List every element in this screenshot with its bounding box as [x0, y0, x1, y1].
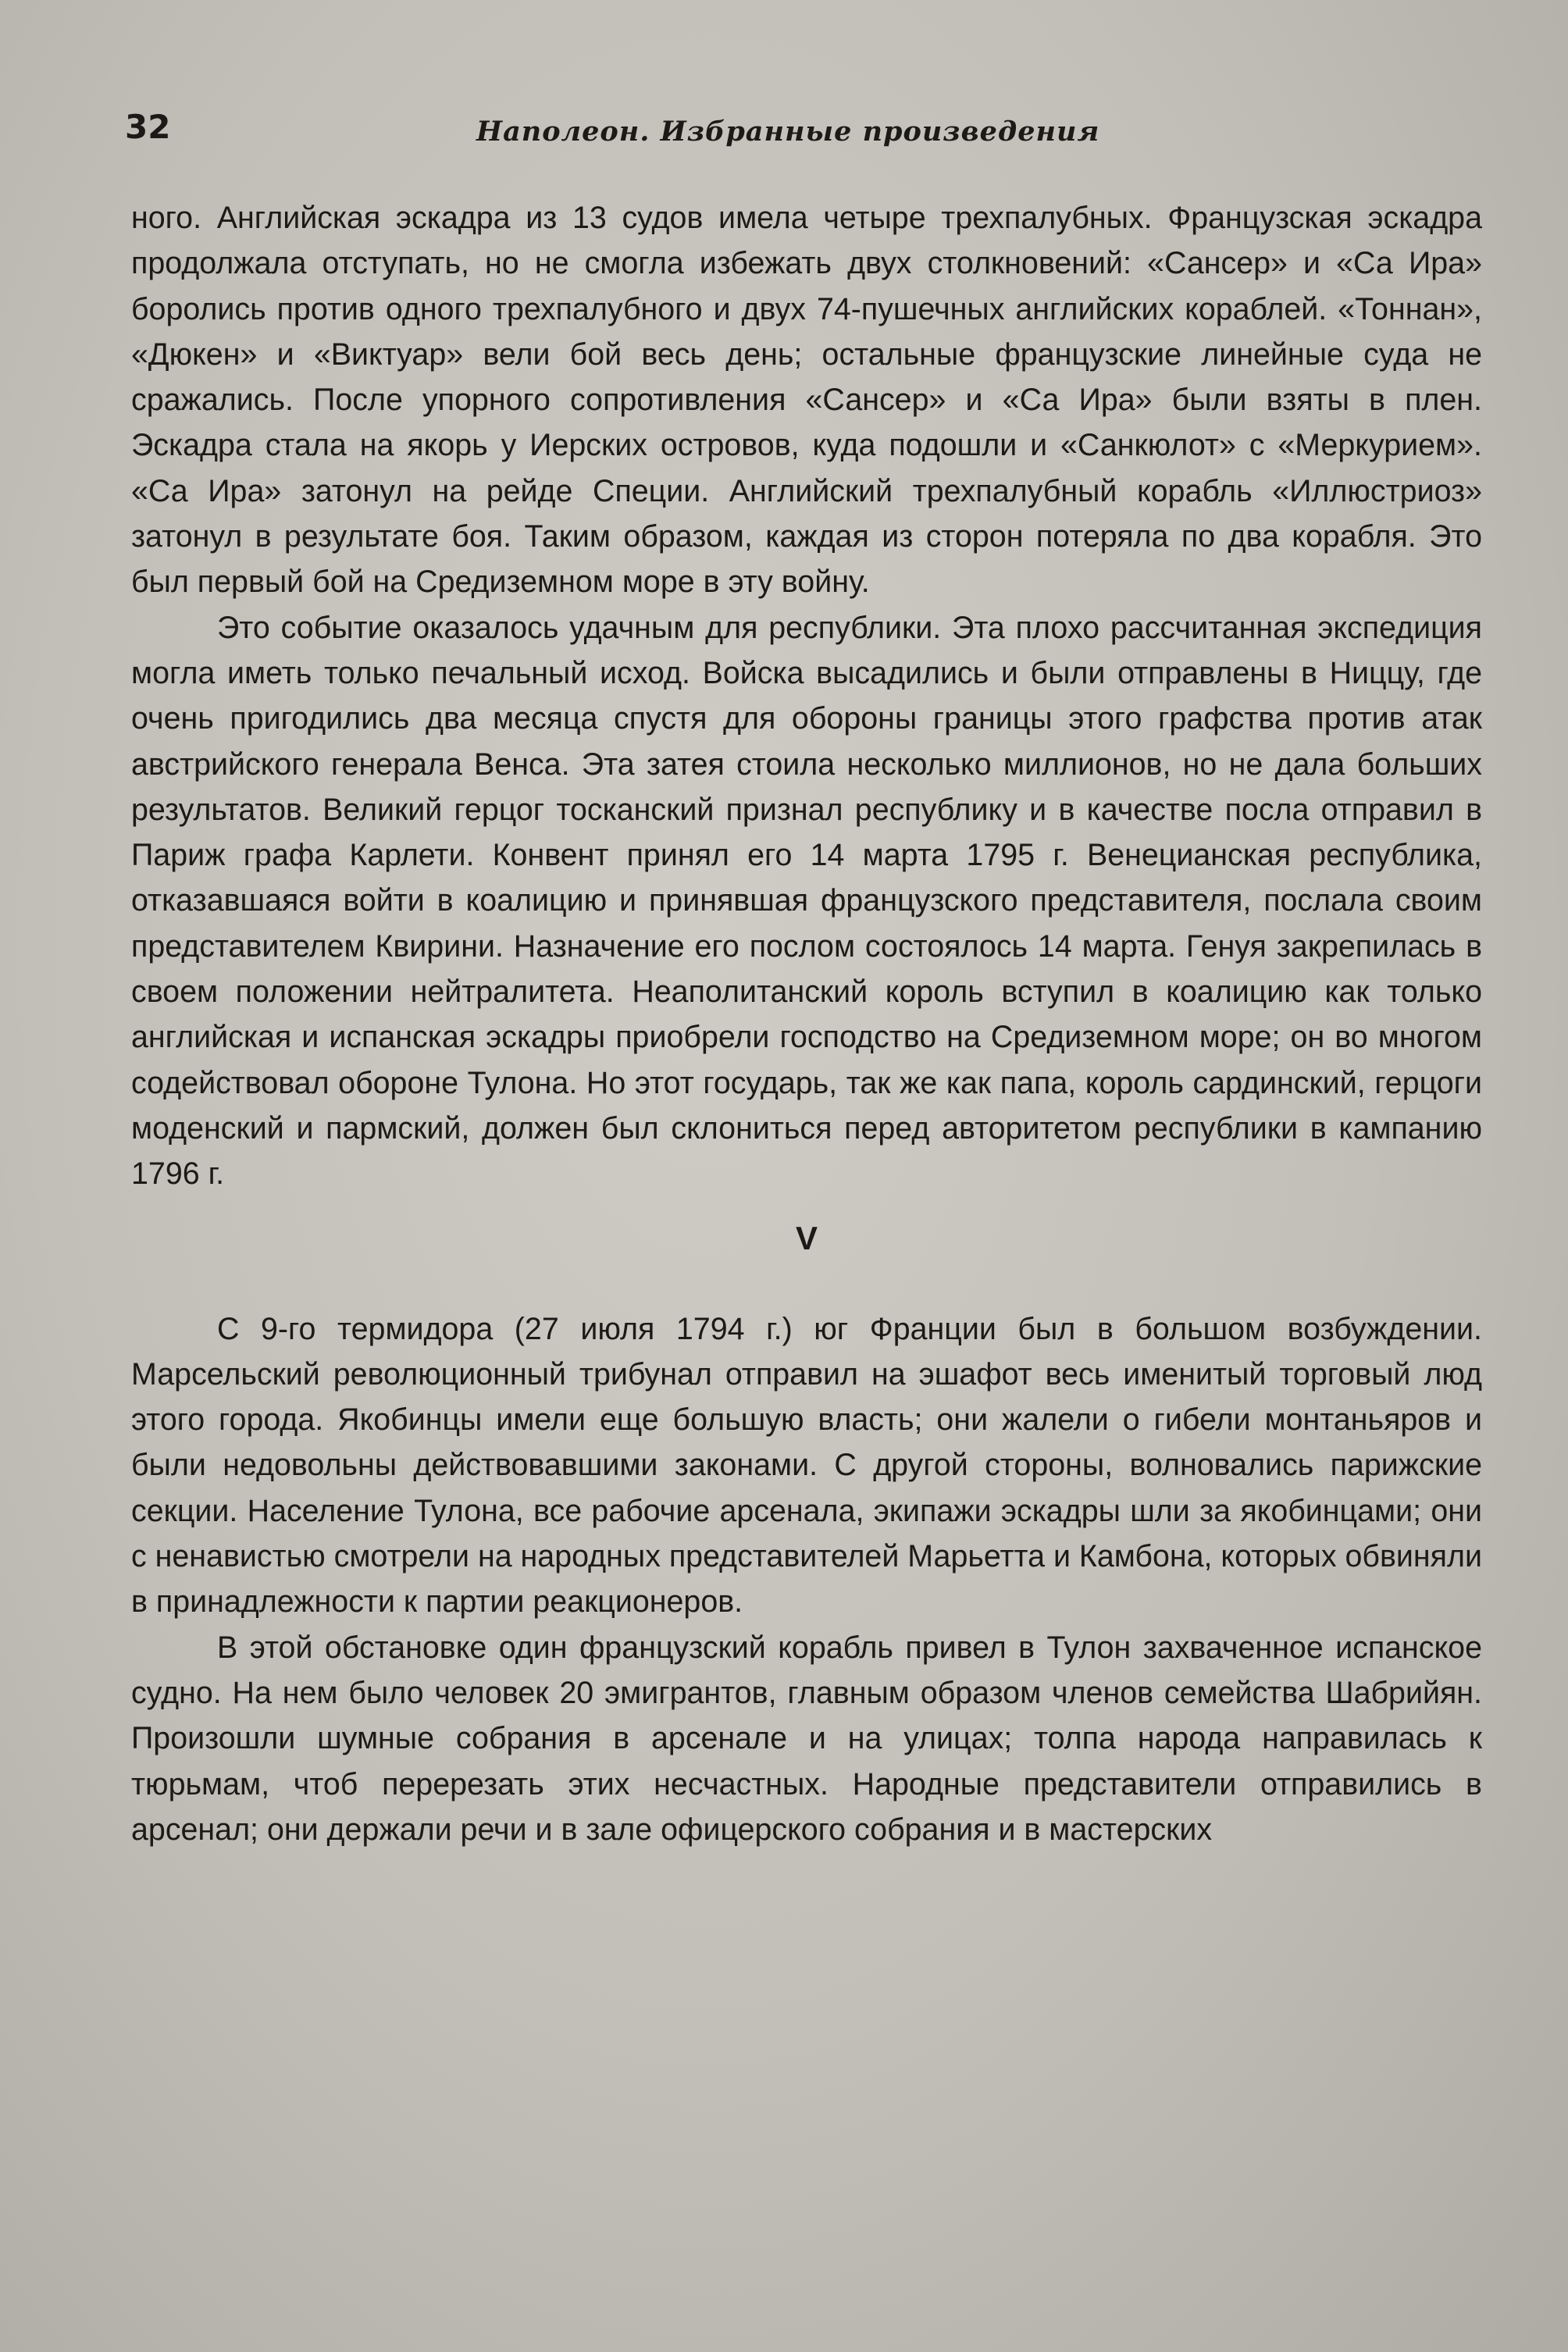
running-head	[125, 108, 1476, 155]
paragraph-continued: ного. Английская эскадра из 13 судов имела четыре трехпалубных. Французская эскадра продолжала отступать, но не смогла избежать двух столкновений: «Сансер» и «Са Ира» боролись против одного трехпалубного и двух 74-пушечных английских кораблей. «Тоннан», «Дюкен» и «Виктуар» вели бой весь день; остальные французские линейные суда не сражались. После упорного сопротивления «Сансер» и «Са Ира» были взяты в плен. Эскадра стала на якорь у Иерских островов, куда подошли и «Санкюлот» с «Меркурием». «Са Ира» затонул на рейде Специи. Английский трехпалубный корабль «Иллюстриоз» затонул в результате боя. Таким образом, каждая из сторон потеряла по два корабля. Это был первый бой на Средиземном море в эту войну.	[131, 201, 1482, 600]
section-heading: V	[795, 1219, 818, 1256]
page-number: 32	[125, 108, 171, 146]
running-head-title: Наполеон. Избранные произведения	[476, 116, 1100, 148]
paragraph: С 9-го термидора (27 июля 1794 г.) юг Франции был в большом возбуждении. Марсельский революционный трибунал отправил на эшафот весь именитый торговый люд этого города. Якобинцы имели еще большую власть; они жалели о гибели монтаньяров и были недовольны действовавшими законами. С другой стороны, волновались парижские секции. Население Тулона, все рабочие арсенала, экипажи эскадры шли за якобинцами; они с ненавистью смотрели на народных представителей Марьетта и Камбона, которых обвиняли в принадлежности к партии реакционеров.	[131, 1311, 1482, 1620]
paragraph: Это событие оказалось удачным для республики. Эта плохо рассчитанная экспедиция могла иметь только печальный исход. Войска высадились и были отправлены в Ниццу, где очень пригодились два месяца спустя для обороны границы этого графства против атак австрийского генерала Венса. Эта затея стоила несколько миллионов, но не дала больших результатов. Великий герцог тосканский признал республику и в качестве посла отправил в Париж графа Карлети. Конвент принял его 14 марта 1795 г. Венецианская республика, отказавшаяся войти в коалицию и принявшая французского представителя, послала своим представителем Квирини. Назначение его послом состоялось 14 марта. Генуя закрепилась в своем положении нейтралитета. Неаполитанский король вступил в коалицию как только английская и испанская эскадры приобрели господство на Средиземном море; он во многом содействовал обороне Тулона. Но этот государь, так же как папа, король сардинский, герцоги моденский и пармский, должен был склониться перед авторитетом республики в кампанию 1796 г.	[131, 610, 1482, 1192]
paragraph: В этой обстановке один французский корабль привел в Тулон захваченное испанское судно. На нем было человек 20 эмигрантов, главным образом членов семейства Шабрийян. Произошли шумные собрания в арсенале и на улицах; толпа народа направилась к тюрьмам, чтоб перерезать этих несчастных. Народные представители отправились в арсенал; они держали речи и в зале офицерского собрания и в мастерских	[131, 1630, 1482, 1847]
body-text	[131, 195, 1482, 1852]
